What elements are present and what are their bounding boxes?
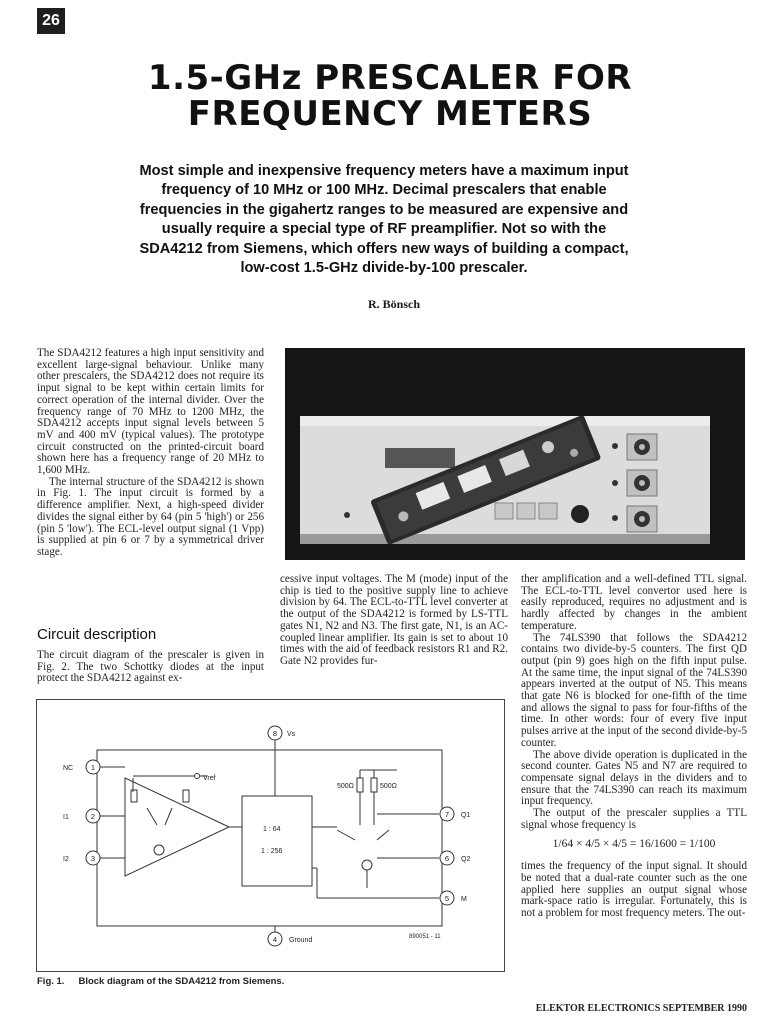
col2-paragraph-1: cessive input voltages. The M (mode) input of the chip is tied to the positive supply line to achieve division by 64. The ECL-to-TTL level converter at the output of the SDA4212 is formed by LS-TTL gates N1, N2 and N3. The first gate, N1, is an AC-coupled linear amplifier. Its gain is set to about 10 times with the aid of feedback resistors R1 and R2. Gate N2 provides fur- <box>280 573 508 667</box>
pin-7-number: 7 <box>444 810 450 819</box>
label-i2: I2 <box>63 856 69 863</box>
col3-paragraph-1: ther amplification and a well-defined TTL signal. The ECL-to-TTL level convertor used here is easily reproduced, requires no adjustment and is hardly affected by changes in the ambient temperature. <box>521 573 747 632</box>
vref-node <box>195 774 200 779</box>
label-div64: 1 : 64 <box>263 826 281 833</box>
label-ground: Ground <box>289 937 313 944</box>
col1-paragraph-2: The internal structure of the SDA4212 is shown in Fig. 1. The input circuit is formed by a difference amplifier. Next, a high-speed divider divides the signal either by 64 (pin 5 'high') or 256 (pin 5 'low'). The ECL-level output signal (1 Vpp) is supplied at pin 6 or 7 by a symmetrical driver stage. <box>37 475 264 558</box>
label-q1: Q1 <box>461 812 471 819</box>
pin-2-number: 2 <box>90 812 96 821</box>
column-3 <box>521 574 747 920</box>
page-number: 26 <box>37 8 65 34</box>
column-1 <box>37 348 264 559</box>
prototype-photo-illustration <box>285 348 745 560</box>
label-i1: I1 <box>63 814 69 821</box>
figure-code: 890051 - 11 <box>409 934 441 940</box>
figure-caption-text: Block diagram of the SDA4212 from Siemens. <box>78 976 285 987</box>
col1-paragraph-3: The circuit diagram of the prescaler is given in Fig. 2. The two Schottky diodes at the input protect the SDA4212 against ex- <box>37 649 264 685</box>
pin-8-number: 8 <box>272 729 278 738</box>
label-vs: Vs <box>287 731 296 738</box>
pin-6-number: 6 <box>444 854 450 863</box>
figure-1 <box>36 699 505 972</box>
label-q2: Q2 <box>461 856 471 863</box>
article-title-line1: 1.5-GHz PRESCALER FOR <box>147 58 633 98</box>
prototype-photo <box>285 348 745 560</box>
lead-paragraph: Most simple and inexpensive frequency meters have a maximum input frequency of 10 MHz or 100 MHz. Decimal prescalers that enable frequencies in the gigahertz ranges to be measured are expensive and usually require a special type of RF preamplifier. Not so with the SDA4212 from Siemens, which offers new ways of building a compact, low-cost 1.5-GHz divide-by-100 prescaler. <box>139 163 629 277</box>
figure-caption-label: Fig. 1. <box>37 976 65 987</box>
pin-5-number: 5 <box>444 894 450 903</box>
col3-paragraph-4: The output of the prescaler supplies a TTL signal whose frequency is <box>521 807 747 831</box>
col3-paragraph-5: times the frequency of the input signal. It should be noted that a dual-rate counter such as the one applied here supplies an output signal whose mark-space ratio is irregular. Fortunately, this is not a problem for most frequency meters. The out- <box>521 860 747 919</box>
figure-caption <box>37 976 284 987</box>
col3-paragraph-3: The above divide operation is duplicated in the second counter. Gates N5 and N7 are required to compensate signal delays in the dividers and to ensure that the 74LS390 can reach its maximum input frequency. <box>521 748 747 808</box>
divider-block <box>242 796 312 886</box>
divide-formula: 1/64 × 4/5 × 4/5 = 16/1600 = 1/100 <box>552 838 716 851</box>
label-nc: NC <box>63 765 74 772</box>
col1-paragraph-1: The SDA4212 features a high input sensitivity and excellent large-signal behaviour. Unlike many other prescalers, the SDA4212 does not require its input signal to be kept within certain limits for correct operation of the internal divider. Over the frequency range of 70 MHz to 1200 MHz, the SDA4212 accepts input signal levels between 5 mV and 400 mV (typical values). The prototype circuit constructed on the printed-circuit board shown here has a frequency range of 20 MHz to 1,600 MHz. <box>37 347 264 477</box>
pin-4-number: 4 <box>272 935 278 944</box>
footer: ELEKTOR ELECTRONICS SEPTEMBER 1990 <box>535 1003 747 1014</box>
section-heading: Circuit description <box>37 626 157 643</box>
pin-1-number: 1 <box>90 763 96 772</box>
author: R. Bönsch <box>367 297 420 311</box>
col3-paragraph-2: The 74LS390 that follows the SDA4212 contains two divide-by-5 counters. The first QD output (pin 9) goes high on the fifth input pulse. At the same time, the input signal of the 74LS390 appears inverted at the output of N5. This means that gate N6 is blocked for one-fifth of the time and allows the signal to pass for four-fifths of the time. In other words: four of every five input pulses arrive at the input of the second divide-by-5 counter. <box>521 631 747 749</box>
pin-3-number: 3 <box>90 854 96 863</box>
label-m: M <box>461 896 467 903</box>
label-r2: 500Ω <box>380 783 397 790</box>
block-diagram <box>37 700 506 973</box>
input-amplifier <box>125 778 229 876</box>
label-r1: 500Ω <box>337 783 354 790</box>
article-title-line2: FREQUENCY METERS <box>187 94 593 134</box>
label-vref: Vref <box>203 775 216 782</box>
label-div256: 1 : 256 <box>261 848 283 855</box>
